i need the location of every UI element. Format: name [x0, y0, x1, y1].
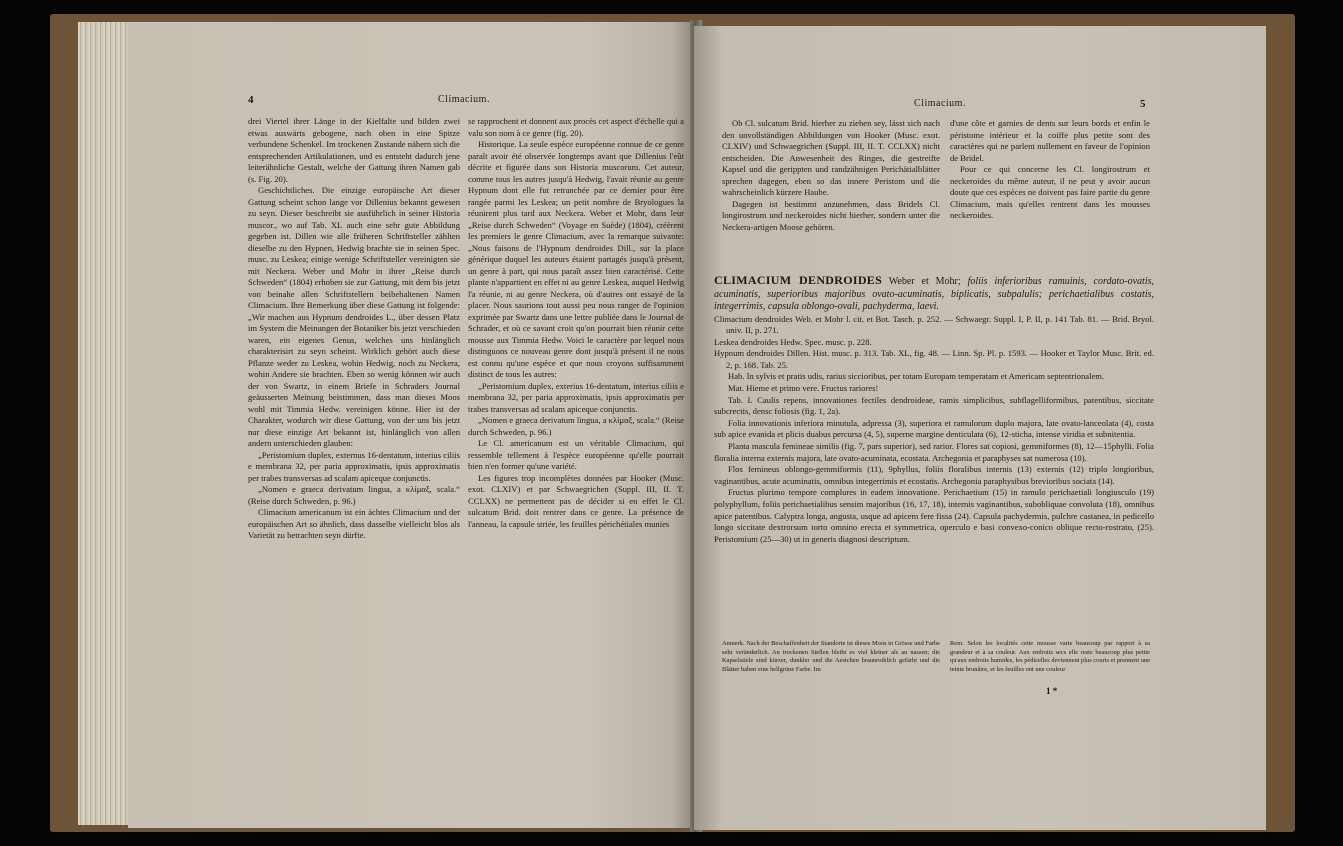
- footnote-german: [722, 640, 940, 674]
- right-column-german: [722, 118, 940, 233]
- paragraph: Les figures trop incomplètes données par Hooker (Musc. exot. CLXIV) et par Schwaegrichen (Suppl. III, II. T. CCLXX) ne permettent pas de décider si en effet le Cl. sulcatum Brid. doit rentrer dans ce genre. La présence de l'anneau, la capsule striée, les feuilles périchétiales munies: [468, 472, 684, 529]
- paragraph: Climacium americanum ist ein ächtes Climacium und der europäischen Art so ähnlich, dass dasselbe vielleicht blos als Varietät zu betrachten seyn dürfte.: [248, 507, 460, 540]
- description-paragraph: Flos femineus oblongo-gemmiformis (11), 9phyllus, foliis floralibus internis (13) externis (12) triplo longioribus, vaginantibus, acute acuminatis, omnibus integerrimis et ecostatis. Archegonia paraphysibus brevioribus sociata (14).: [714, 464, 1154, 486]
- species-authority: Weber et Mohr;: [888, 276, 961, 287]
- species-title: CLIMACIUM DENDROIDES: [714, 273, 883, 287]
- left-column-french: [468, 116, 684, 530]
- paragraph: „Nomen e graeca derivatum lingua, a κλίμαξ, scala.“ (Reise durch Schweden, p. 96.): [468, 415, 684, 437]
- paragraph: Geschichtliches. Die einzige europäische Art dieser Gattung scheint schon lange vor Dillenius bekannt gewesen zu seyn. Dieser beschreibt sie ausführlich in seiner Historia muscor., wo auf Tab. XL auch eine sehr gute Abbildung gegeben ist. Dillen wie alle früheren Schriftsteller zählten dieselbe zu den Hypnen, Hedwig brachte sie in seinen Spec. musc. zu Leskea; einige wenige Schriftsteller vereinigten sie mit Neckera. Weber und Mohr in ihrer „Reise durch Schweden“ (1804) erhoben sie zur Gattung, mit dem bis jetzt von beinahe allen Schriftstellern beibehaltenen Namen Climacium. Ihre Bemerkung über diese Gattung ist folgende: „Wir machen aus Hypnum dendroides L., über dessen Platz im System die Meinungen der Botaniker bis jetzt verschieden waren, ein eigenes Genus, welches uns hinlänglich charakterisirt zu seyn scheint. Wirklich gehört auch diese Pflanze weder zu Leskea, wohin Hedwig, noch zu Neckera, wohin Andere sie brachten. Eben so wenig können wir auch der von Swartz, in einem Briefe in Schraders Journal geäusserten Meinung beistimmen, dass man dieses Moos wohl mit Timmia Hedw. vereinigen könne. Hier ist der Charakter, wodurch wir diese Gattung, von der uns bis jetzt nur diese einzige Art bekannt ist, hinlänglich von allen andern unterschieden glauben:: [248, 185, 460, 448]
- species-diagnosis: foliis inferioribus ramuinis, cordato-ovatis, acuminatis, superioribus majoribus ovato-acuminatis, biplicatis, subpalulis; perichaetialibus costatis, integerrimis, capsula oblongo-ovali, pachyderma, laevi.: [714, 276, 1154, 312]
- synonym: Climacium dendroides Web. et Mohr l. cit. et Bot. Tasch. p. 252. — Schwaegr. Suppl. I, P. II, p. 141 Tab. 81. — Brid. Bryol. univ. II, p. 271.: [714, 313, 1154, 336]
- description-paragraph: Fructus plurimo tempore complures in eadem innovatione. Perichaetium (15) in ramulo perichaetiali longiusculo (19) polyphyllum, foliis perichaetialibus sensim majoribus (16, 17, 18), internis vaginantibus, subobliquae convoluta (18), omnibus apice patentibus. Calyptra longa, angusta, usque ad apicem fere fissa (24). Capsula pachydermis, pulchre castanea, in pedicello longo siccitate dextrorsum torto omnino erecta et symmetrica, operculo e basi convexo-conico oblique recto-rostrato, (25). Peristomium (25—30) ut in generis diagnosi descriptum.: [714, 487, 1154, 544]
- footnote-french: [950, 640, 1150, 674]
- description-paragraph: Planta mascula femineae similis (fig. 7, pars superior), sed rarior. Flores sat copiosi, gemmiformes (8), 12—15phylli. Folia floralia interna externis majora, late ovato-acuminata, ecostata. Archegonia et paraphyses sat numerosa (10).: [714, 441, 1154, 463]
- left-page: [128, 22, 694, 828]
- description-paragraph: Folia innovationis inferiora minutula, adpressa (3), superiora et ramulorum duplo majora, late ovato-lanceolata (4), costa sub apice evanida et plicis duabus percursa (4, 5), superne margine denticulata (6), 12-sticha, intense viridia et subnitentia.: [714, 417, 1154, 440]
- paragraph: Dagegen ist bestimmt anzunehmen, dass Bridels Cl. longirostrum und neckeroides nicht hierher, sondern unter die Neckera-artigen Moose gehören.: [722, 198, 940, 232]
- description-paragraph: Tab. I. Caulis repens, innovationes fectiles dendroideae, ramis simplicibus, subflagelliformibus, patentibus, siccitate subcrectis, densc foliosis (fig. 1, 2a).: [714, 394, 1154, 417]
- species-section: [714, 274, 1154, 545]
- paragraph: drei Viertel ihrer Länge in der Kielfalte und bilden zwei etwas auswärts gebogene, nach oben in eine Spitze verbundene Schenkel. Im trockenen Zustande nähern sich die entsprechenden Artikulationen, und es entsteht dadurch jene leiterähnliche Gestalt, welche der Gattung ihren Namen gab (s. Fig. 20).: [248, 116, 460, 184]
- signature-mark: 1 *: [1046, 686, 1058, 696]
- left-column-german: [248, 116, 460, 542]
- paragraph: se rapprochent et donnent aux procès cet aspect d'échelle qui a valu son nom à ce genre (fig. 20).: [468, 116, 684, 138]
- right-page: [694, 26, 1266, 830]
- synonym: Hypnum dendroides Dillen. Hist. musc. p. 313. Tab. XL, fig. 48. — Linn. Sp. Pl. p. 1593. — Hooker et Taylor Musc. Brit. ed. 2, p. 168. Tab. 25.: [714, 348, 1154, 370]
- right-page-number: 5: [1140, 98, 1146, 110]
- left-running-head: Climacium.: [438, 94, 490, 105]
- description-paragraph: Mat. Hieme et primo vere. Fructus rariores!: [728, 383, 879, 394]
- paragraph: Ob Cl. sulcatum Brid. hierher zu ziehen sey, lässt sich nach den unvollständigen Abbildungen von Hooker (Musc. exot. CLXIV) und Schwaegrichen (Suppl. III, II. T. CCLXX) nicht entscheiden. Die Anwesenheit des Ringes, die gestreifte Kapsel und die gerippten und randzähnigen Perichätialblätter sprechen dagegen, eben so das innere Peristom und die wahrscheinlich kürzere Haube.: [722, 118, 940, 197]
- paragraph: „Peristomium duplex, exterius 16-dentatum, interius ciliis e membrana 32, per paria approximatis, ipsis approximatis per trabes transversas ad scalam apiceque conjunctis.: [468, 380, 684, 414]
- synonym: Leskea dendroides Hedw. Spec. musc. p. 228.: [714, 336, 872, 347]
- footnote-text: Rem. Selon les localités cette mousse varie beaucoup par rapport à sa grandeur et à sa couleur. Aux endroits secs elle reste beaucoup plus petite qu'aux endroits humides, les pédicelles deviennent plus courts et prennent une teinte brunâtre, et les feuilles ont une couleur: [950, 640, 1150, 673]
- description-paragraph: Hab. In sylvis et pratis udis, rarius siccioribus, per totam Europam temperatam et Americam septentrionalem.: [728, 371, 1105, 382]
- paragraph: „Nomen e graeca derivatum lingua, a κλίμαξ, scala.“ (Reise durch Schweden, p. 96.): [248, 484, 460, 506]
- left-page-number: 4: [248, 94, 254, 106]
- species-heading: [714, 274, 1154, 314]
- paragraph: Le Cl. americanum est un véritable Climacium, qui ressemble tellement à l'espèce européenne qu'elle pourrait bien n'en former qu'une variété.: [468, 438, 684, 471]
- paragraph: „Peristomium duplex, externus 16-dentatum, interius ciliis e membrana 32, per paria approximatis, ipsis approximatis per trabes transversas ad scalam apiceque conjunctis.: [248, 449, 460, 483]
- right-running-head: Climacium.: [914, 98, 966, 109]
- paragraph: Pour ce qui concerne les Cl. longirostrum et neckeroides du même auteur, il ne peut y avoir aucun doute que ces espèces ne doivent pas faire partie du genre Climacium, mais qu'elles rentrent dans les mousses neckeroides.: [950, 164, 1150, 220]
- paragraph: Historique. La seule espèce européenne connue de ce genre paraît avoir été observée longtemps avant que Dillenius l'eût décrite et figurée dans son Historia muscorum. Cet auteur, comme tous les autres jusqu'à Hedwig, l'avait réunie au genre Hypnum dont elle fut retranchée par ce dernier pour être rangée parmi les Leskea; un petit nombre de Bryologues la réunirent plus tard aux Neckera. Weber et Mohr, dans leur „Reise durch Schweden“ (Voyage en Suède) (1804), créèrent les premiers le genre Climacium, avec la remarque suivante: „Nous faisons de l'Hypnum dendroides Dill., sur la place générique duquel les auteurs étaient partagés jusqu'à présent, un genre à part, qui nous paraît assez bien caractérisé. Cette plante n'appartient en effet ni au genre Leskea, auquel Hedwig l'a réunie, ni au genre Neckera, où d'autres ont essayé de la placer. Nous saurions tout aussi peu nous ranger de l'opinion exprimée par Swartz dans une lettre publiée dans le Journal de Schrader, et où ce savant croit qu'on pourrait bien réunir cette mousse aux Timmia Hedw. Voici le caractère par lequel nous distinguons ce nouveau genre dont jusqu'à présent il ne nous est connu qu'une espèce et que nous croyons suffisamment distinct de tous les autres:: [468, 139, 684, 379]
- paragraph: d'une côte et garnies de dents sur leurs bords et enfin le péristome intérieur et la coiffe plus petite sont des caractères qui ne parlent nullement en faveur de l'opinion de Bridel.: [950, 118, 1150, 163]
- right-column-french: [950, 118, 1150, 222]
- footnote-text: Anmerk. Nach der Beschaffenheit der Standorte ist dieses Moos in Grösse und Farbe sehr veränderlich. An trockenen Stellen bleibt es viel kleiner als an nassen; die Kapselstiele sind kürzer, dunkler und die Aestchen braunrothlich gefärbt und die Blätter haben eine hellgrüne Farbe. Im: [722, 640, 940, 673]
